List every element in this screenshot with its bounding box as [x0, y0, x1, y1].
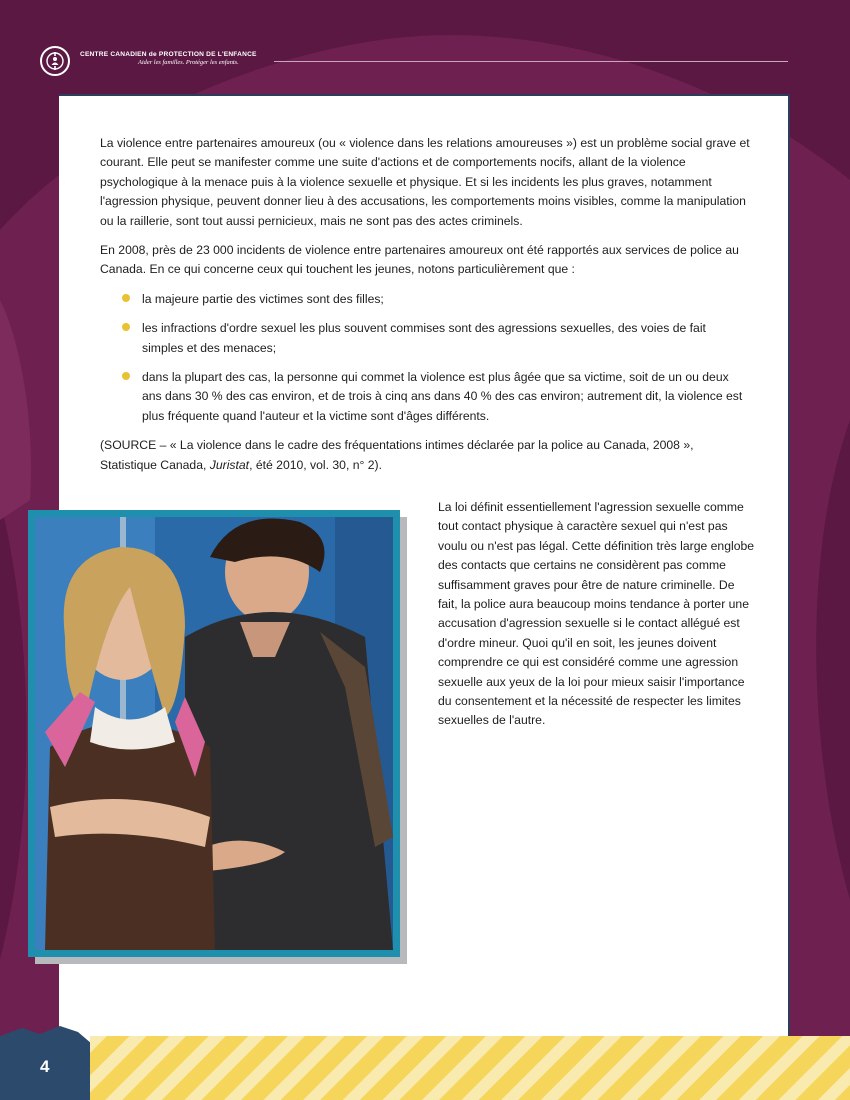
- source-citation: (SOURCE – « La violence dans le cadre des fréquentations intimes déclarée par la police au Canada, 2008 », Statistique Canada, Juristat, été 2010, vol. 30, n° 2).: [100, 438, 694, 472]
- organization-tagline: Aider les familles. Protéger les enfants.: [138, 59, 239, 66]
- photo-frame: [28, 510, 400, 957]
- bullet-dot-icon: [122, 372, 130, 380]
- organization-name: CENTRE CANADIEN de PROTECTION DE L'ENFANCE: [80, 51, 257, 58]
- list-item: les infractions d'ordre sexuel les plus souvent commises sont des agressions sexuelles, des voies de fait simples et des menaces;: [100, 319, 750, 358]
- list-item: la majeure partie des victimes sont des filles;: [100, 290, 750, 309]
- child-protection-icon: [45, 51, 65, 71]
- intro-paragraph: La violence entre partenaires amoureux (ou « violence dans les relations amoureuses ») est un problème social grave et courant. Elle peut se manifester comme une suite d'actions et de comportements nocifs, allant de la violence psychologique à la menace puis à la violence sexuelle et physique. Et si les incidents les plus graves, notamment l'agression physique, peuvent donner lieu à des accusations, les comportements moins visibles, comme la manipulation ou la raillerie, sont tout aussi pernicieux, mais ne sont pas des actes criminels.: [100, 136, 750, 228]
- bullet-dot-icon: [122, 323, 130, 331]
- header-divider: [274, 61, 788, 62]
- teen-couple-photo: [35, 517, 393, 950]
- statistics-list: [100, 290, 750, 426]
- page-number: 4: [40, 1057, 50, 1076]
- page-header: [38, 44, 798, 80]
- list-item: dans la plupart des cas, la personne qui commet la violence est plus âgée que sa victime, soit de un ou deux ans dans 30 % des cas environ, et de trois à cinq ans dans 40 % des cas environ; autrement dit, la violence est plus fréquente quand l'auteur et la victime sont d'âges différents.: [100, 368, 750, 426]
- page-number-tab: [0, 1026, 100, 1100]
- legal-definition-paragraph: La loi définit essentiellement l'agression sexuelle comme tout contact physique à caractère sexuel qui n'est pas voulu ou n'est pas légal. Cette définition très large englobe des contacts que certains ne considèrent pas comme suffisamment graves pour être de nature criminelle. De fait, la police aura beaucoup moins tendance à porter une accusation d'agression sexuelle si le contact allégué est d'ordre mineur. Quoi qu'il en soit, les jeunes doivent comprendre ce qui est considéré comme une agression sexuelle aux yeux de la loi pour mieux saisir l'importance du consentement et la nécessité de respecter les limites sexuelles de l'autre.: [438, 500, 755, 728]
- decorative-stripe-band: [90, 1036, 850, 1100]
- statistics-paragraph: En 2008, près de 23 000 incidents de violence entre partenaires amoureux ont été rapportés aux services de police au Canada. En ce qui concerne ceux qui touchent les jeunes, notons particulièrement que :: [100, 243, 739, 277]
- organization-logo: [40, 46, 70, 76]
- bullet-dot-icon: [122, 294, 130, 302]
- main-text-block: [100, 134, 750, 485]
